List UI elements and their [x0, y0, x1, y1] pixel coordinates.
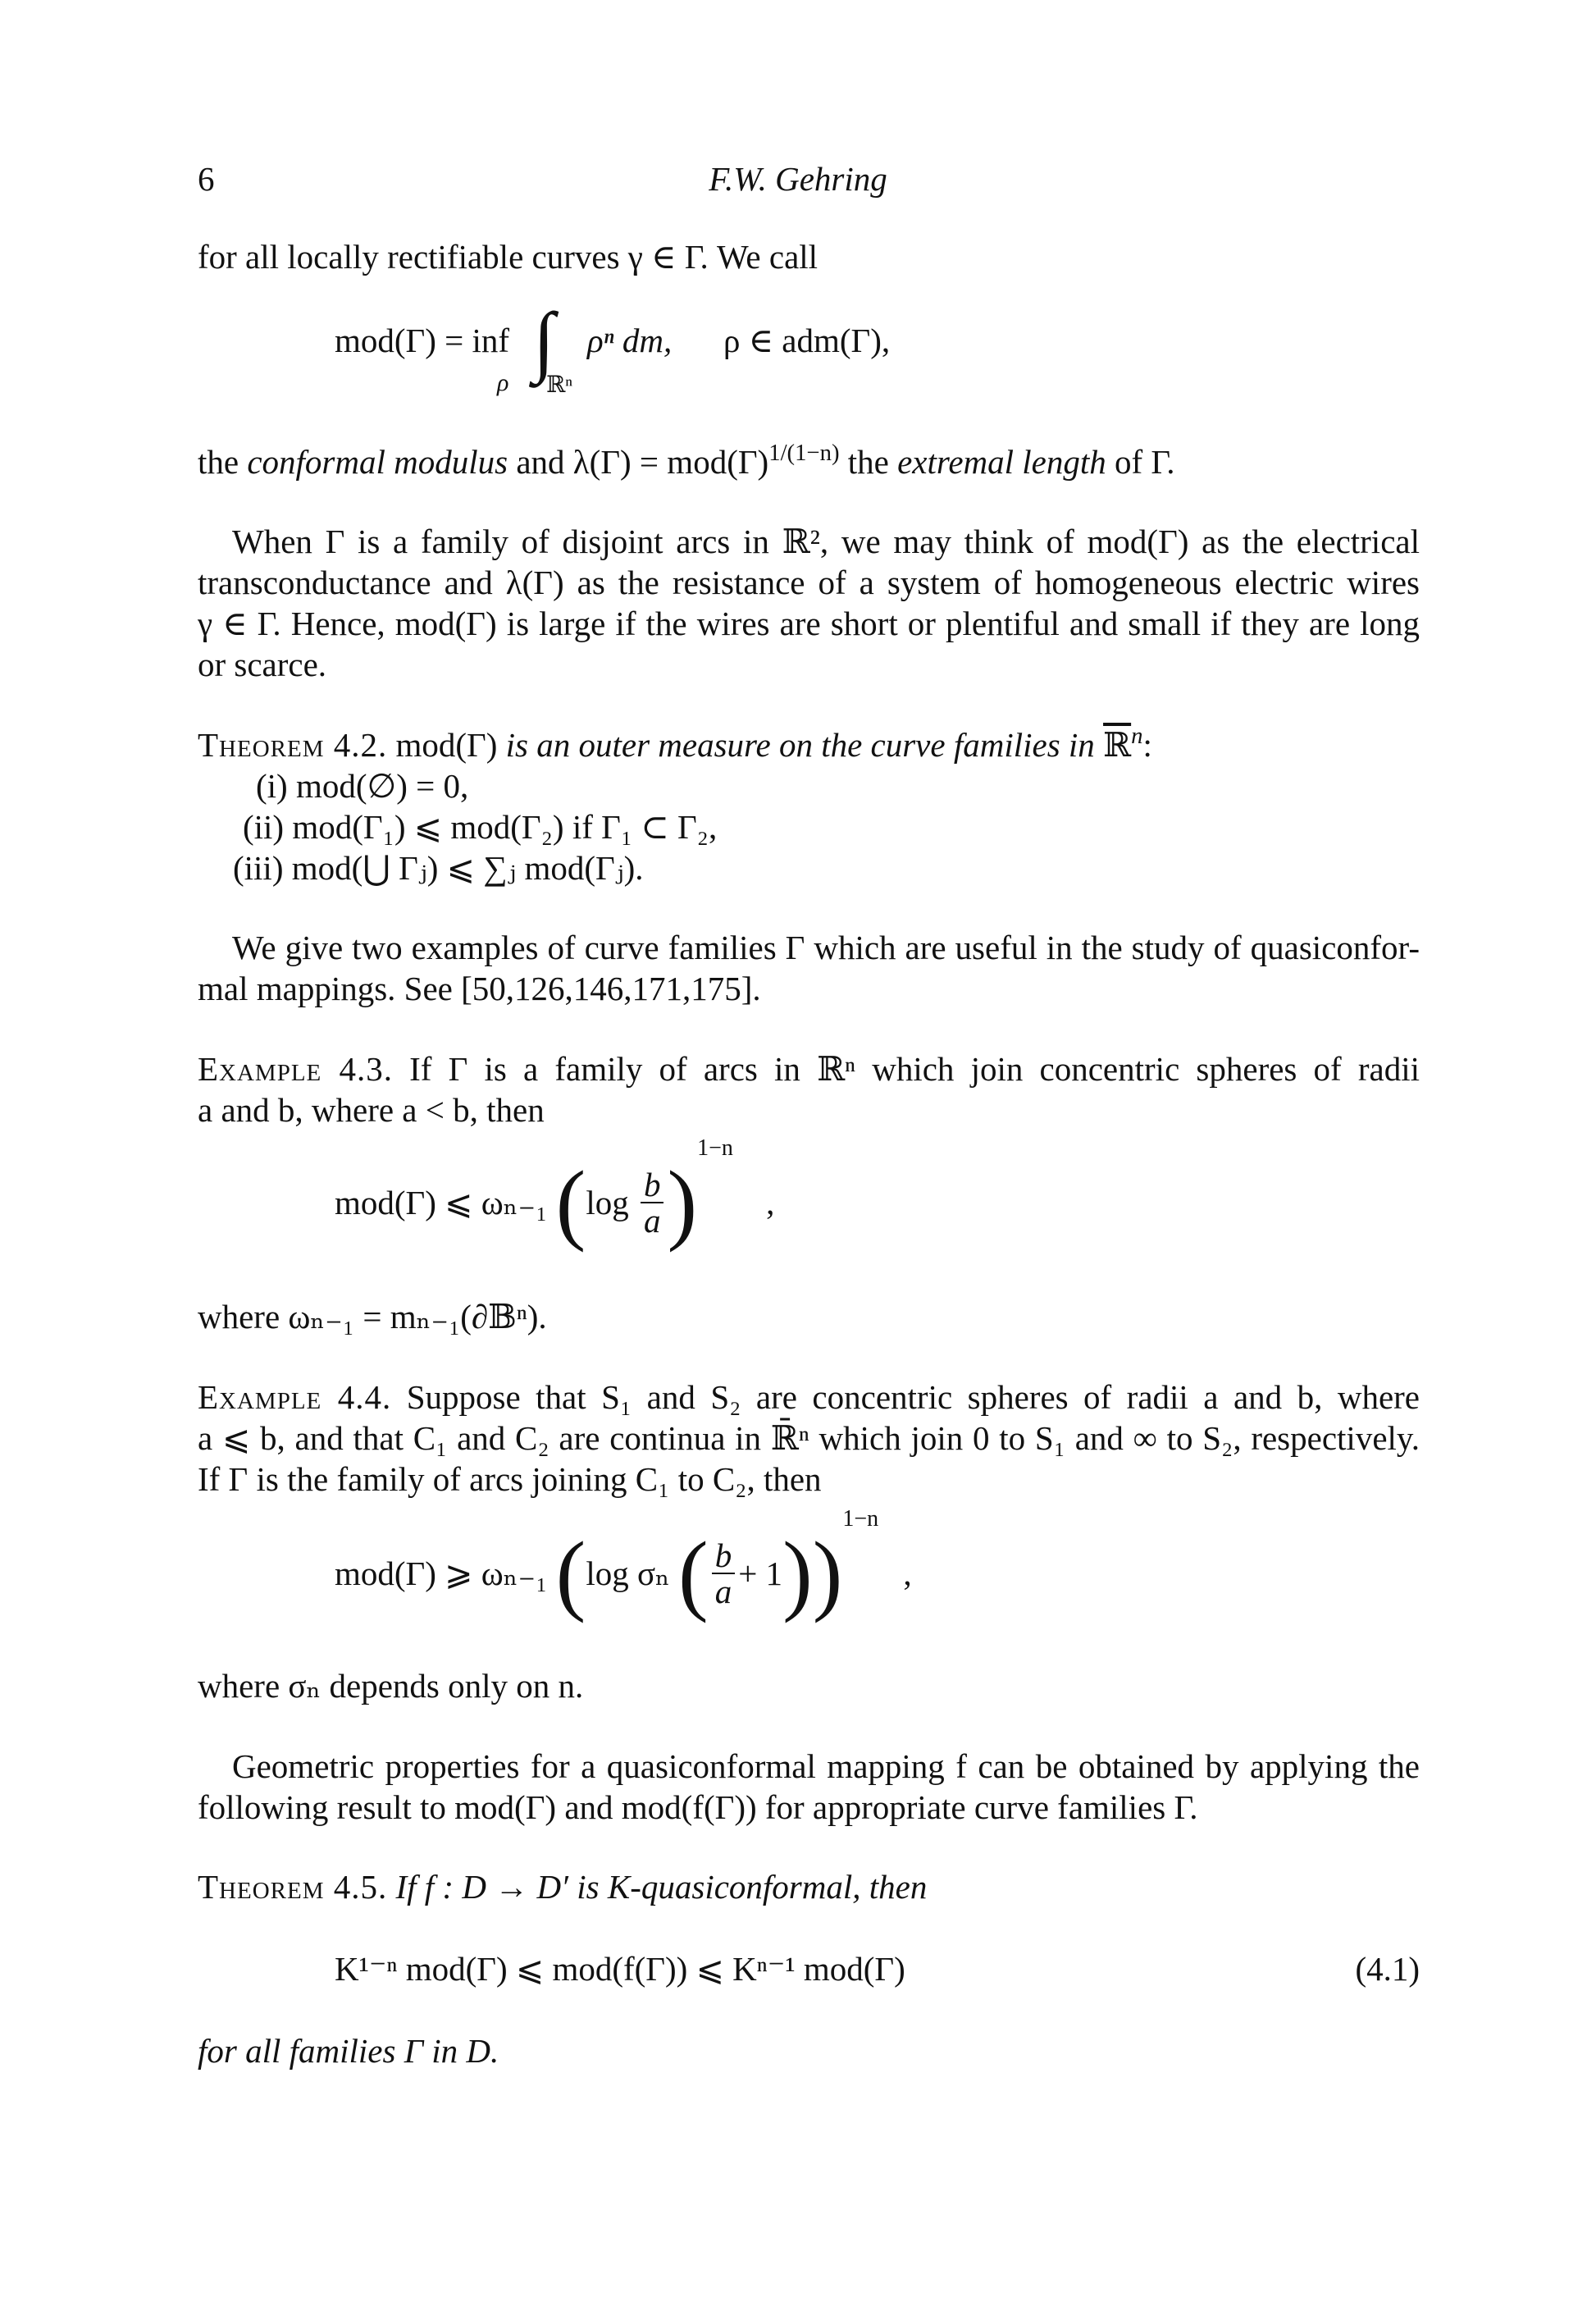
example-4-3-where: where ωₙ₋₁ = mₙ₋₁(∂𝔹ⁿ). — [198, 1298, 547, 1336]
equation-example-4-3: mod(Γ) ⩽ ωₙ₋₁ (log $\frac{b}{a}$ )$^{1-n}$ , — [335, 1135, 775, 1253]
theorem-item-i: (i) mod(∅) = 0, — [256, 767, 469, 805]
eq-mod-domain: ℝⁿ — [546, 372, 573, 398]
paragraph-electrical: When Γ is a family of disjoint arcs in ℝ², we may think of mod(Γ) as the electrical transconductance and λ(Γ) as the resistance of a system of homogeneous electric wires γ ∈ Γ. Hence, mod(Γ) is large if the wires are short or plentiful and small if they are long or scarce. — [198, 523, 1420, 683]
eq-mod-condition: ρ ∈ adm(Γ), — [723, 322, 891, 359]
equation-modulus — [335, 320, 509, 361]
theorem-item-iii: (iii) mod(⋃ Γⱼ) ⩽ ∑ⱼ mod(Γⱼ). — [233, 849, 644, 887]
theorem-4-5: Theorem 4.5. If f : D → D′ is K-quasiconformal, then — [198, 1868, 928, 1906]
theorem-4-2: Theorem 4.2. mod(Γ) is an outer measure on the curve families in ℝ$^n$: — [198, 723, 1152, 764]
theorem-item-ii: (ii) mod(Γ₁) ⩽ mod(Γ₂) if Γ₁ ⊂ Γ₂, — [243, 808, 718, 846]
term-conformal-modulus: conformal modulus — [247, 443, 508, 481]
equation-example-4-4: mod(Γ) ⩾ ωₙ₋₁ (log σₙ ( $\frac{b}{a}$ + 1))$^{1-n}$ , — [335, 1506, 912, 1623]
paragraph-geometric: Geometric properties for a quasiconformal mapping f can be obtained by applying the following result to mod(Γ) and mod(f(Γ)) for appropriate curve families Γ. — [198, 1747, 1420, 1826]
example-label: Example 4.3. — [198, 1050, 393, 1088]
theorem-label: Theorem 4.5. — [198, 1868, 388, 1906]
integral-sign: ∫ — [533, 296, 555, 384]
term-extremal-length: extremal length — [897, 443, 1106, 481]
paragraph-examples-intro: We give two examples of curve families Γ which are useful in the study of quasiconfor- mal mappings. See [50,126,146,171,175]. — [198, 929, 1420, 1007]
page-number: 6 — [198, 160, 215, 198]
example-4-4: Example 4.4. Suppose that S₁ and S₂ are concentric spheres of radii a and b, where a ⩽ b, and that C₁ and C₂ are continua in ℝ̄ⁿ which join 0 to S₁ and ∞ to S₂, respectively. If Γ is the family of arcs joining C₁ to C₂, then — [198, 1378, 1420, 1498]
running-head: F.W. Gehring — [709, 160, 887, 198]
eq-mod-inf-sub: ρ — [497, 369, 509, 396]
example-4-4-where: where σₙ depends only on n. — [198, 1667, 584, 1705]
equation-number: (4.1) — [1355, 1950, 1420, 1988]
example-label: Example 4.4. — [198, 1378, 392, 1416]
example-4-3: Example 4.3. If Γ is a family of arcs in ℝⁿ which join concentric spheres of radii a and b, where a < b, then — [198, 1050, 1420, 1129]
paragraph-intro: for all locally rectifiable curves γ ∈ Γ. We call — [198, 238, 819, 276]
eq-mod-integrand: ρⁿ dm, — [587, 322, 673, 359]
theorem-label: Theorem 4.2. — [198, 726, 388, 764]
eq-mod-lhs: mod(Γ) = inf — [335, 322, 510, 359]
equation-4-1: K¹⁻ⁿ mod(Γ) ⩽ mod(f(Γ)) ⩽ Kⁿ⁻¹ mod(Γ) — [335, 1950, 905, 1988]
paragraph-definition: the conformal modulus and $\lambda(\Gamma) = mod(\Gamma)^{1/(1-n)}$ the extremal length of Γ. — [198, 440, 1175, 481]
theorem-4-5-conclusion: for all families Γ in D. — [198, 2032, 499, 2070]
